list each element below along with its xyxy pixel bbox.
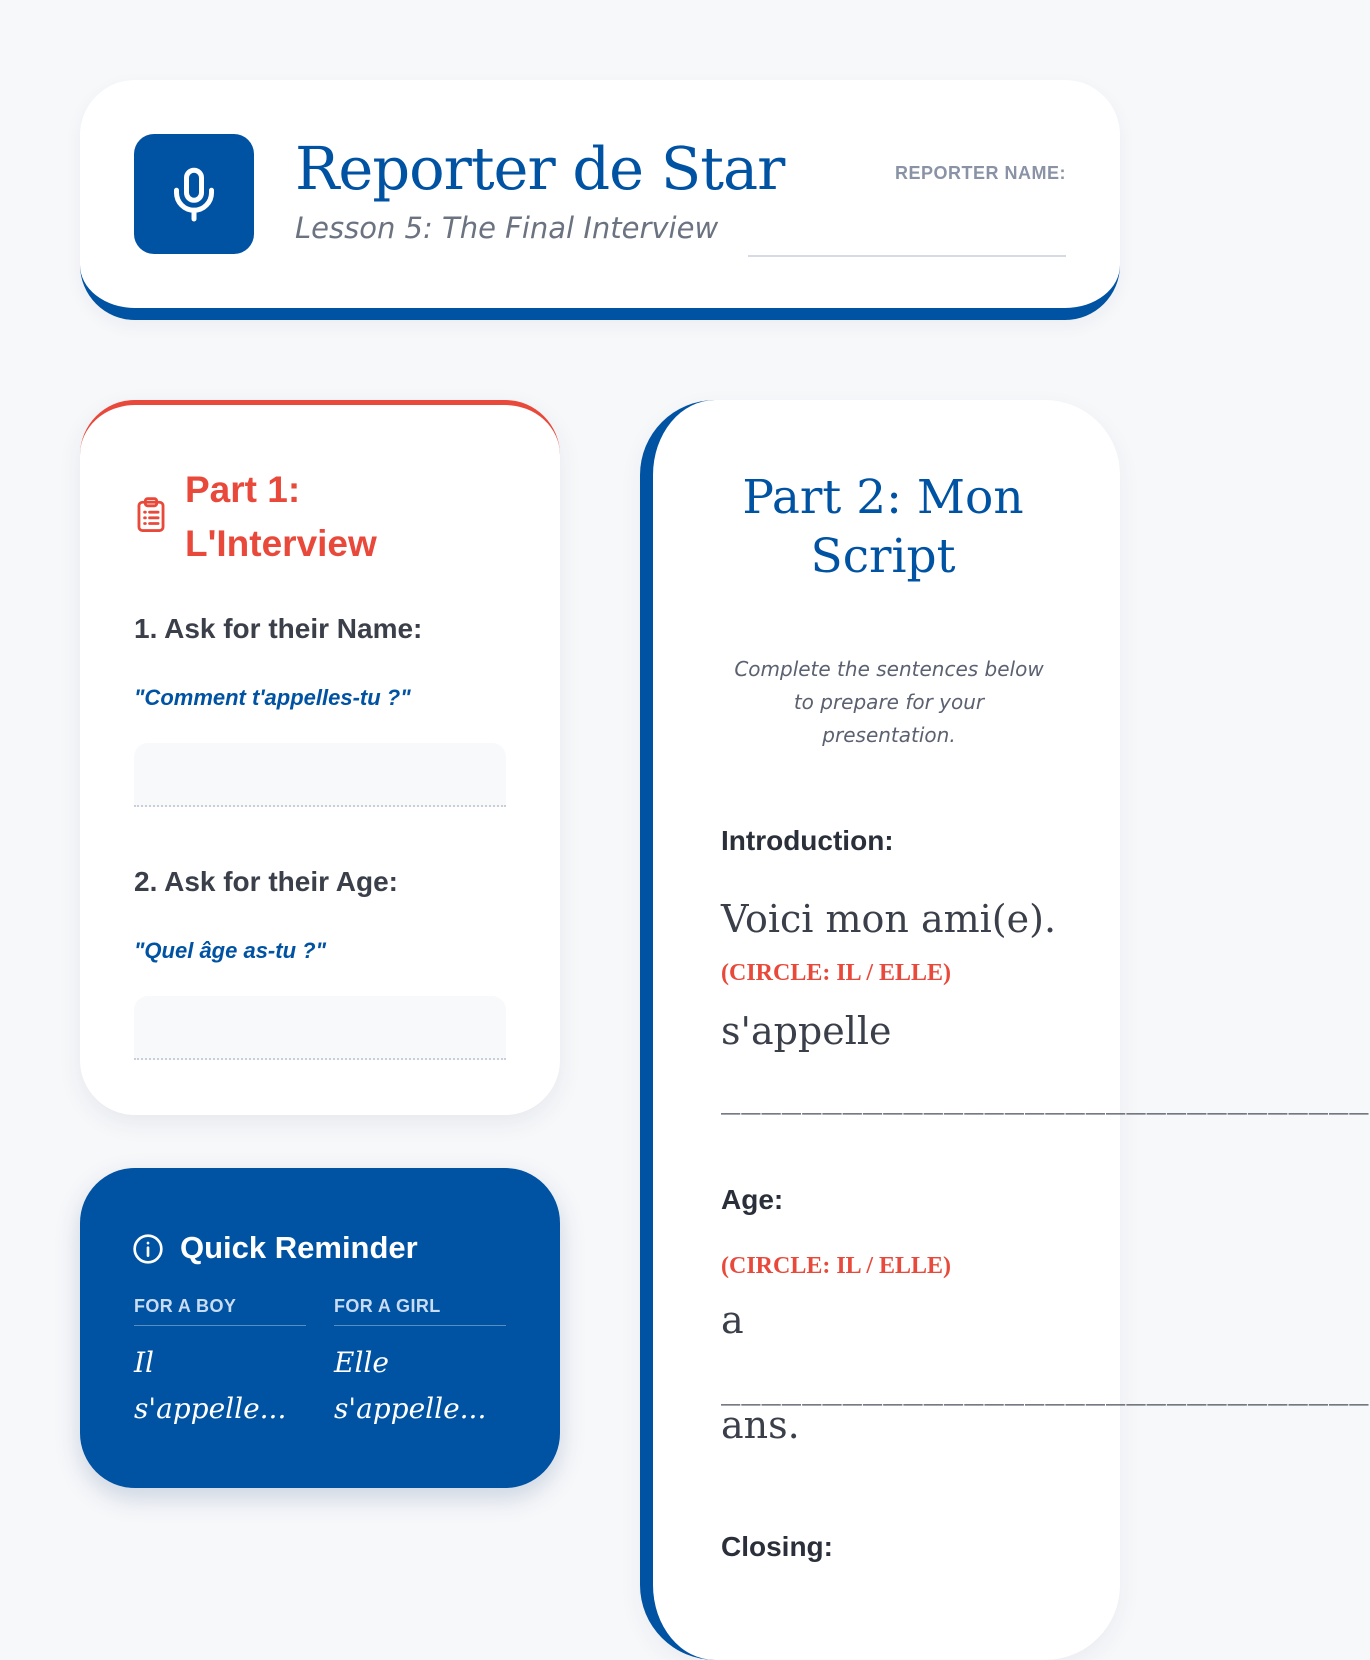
microphone-icon xyxy=(164,164,224,224)
girl-header: FOR A GIRL xyxy=(334,1296,506,1326)
age-blank[interactable]: ________________________________ xyxy=(721,1368,1370,1406)
reminder-title: Quick Reminder xyxy=(180,1230,418,1265)
name-blank[interactable]: ________________________________ xyxy=(721,1077,1370,1115)
question-label: 2. Ask for their Age: xyxy=(134,866,398,897)
reporter-name-label: REPORTER NAME: xyxy=(894,163,1066,183)
part2-instructions: Complete the sentences below to prepare for your presentation. xyxy=(734,657,1044,747)
intro-sentence: Voici mon ami(e). xyxy=(721,897,1057,941)
question-french: "Quel âge as-tu ?" xyxy=(134,938,327,963)
info-circle-icon xyxy=(132,1233,164,1265)
name-answer-field[interactable] xyxy=(134,743,506,807)
reminder-girl-column xyxy=(334,1296,506,1432)
boy-header: FOR A BOY xyxy=(134,1296,306,1326)
reminder-boy-column xyxy=(134,1296,306,1432)
closing-label: Closing: xyxy=(721,1531,833,1562)
part1-title: Part 1: L'Interview xyxy=(185,469,377,564)
circle-note[interactable]: (CIRCLE: IL / ELLE) xyxy=(721,960,952,986)
clipboard-list-icon xyxy=(134,496,168,534)
header-card xyxy=(80,80,1120,320)
age-sentence-end: ans. xyxy=(721,1403,800,1447)
circle-note[interactable]: (CIRCLE: IL / ELLE) xyxy=(721,1253,952,1279)
girl-example: Elle s'appelle... xyxy=(334,1346,487,1425)
introduction-label: Introduction: xyxy=(721,825,894,856)
script-card xyxy=(640,400,1370,1660)
page-title: Reporter de Star xyxy=(295,134,785,203)
age-sentence-start: a xyxy=(721,1298,744,1342)
reporter-name-field[interactable] xyxy=(748,225,1066,257)
boy-example: Il s'appelle... xyxy=(134,1346,287,1425)
interview-card xyxy=(80,400,560,1115)
question-label: 1. Ask for their Name: xyxy=(134,613,423,644)
part2-title: Part 2: Mon Script xyxy=(742,470,1024,584)
page-subtitle: Lesson 5: The Final Interview xyxy=(295,211,719,245)
intro-name-sentence: s'appelle xyxy=(721,1009,892,1053)
age-label: Age: xyxy=(721,1184,784,1215)
question-french: "Comment t'appelles-tu ?" xyxy=(134,685,411,710)
microphone-badge xyxy=(134,134,254,254)
age-answer-field[interactable] xyxy=(134,996,506,1060)
quick-reminder-card xyxy=(80,1168,560,1488)
